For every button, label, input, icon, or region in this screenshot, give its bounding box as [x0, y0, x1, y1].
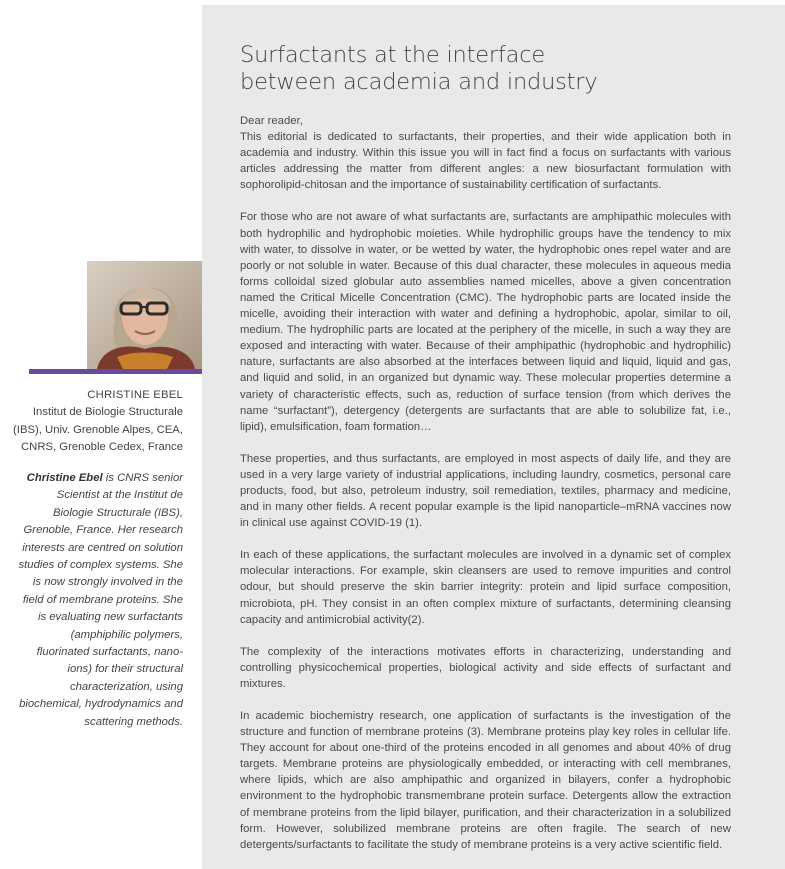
accent-bar — [29, 369, 202, 374]
editorial-body — [240, 113, 731, 869]
paragraph-membrane-proteins: In academic biochemistry research, one application of surfactants is the investigation of the structure and function of membrane proteins (3). Membrane proteins play key roles in cellular life. They account for about one-third of the proteins encoded in all genomes and about 40% of drug targets. Membrane proteins are physiologically embedded, or interacting with cell membranes, where lipids, which are also amphipathic and organized in bilayers, confer a hydrophobic environment to the hydrophobic transmembrane protein surface. Detergents allow the extraction of membrane proteins from the lipid bilayer, purification, and their characterization in a solubilized form. However, solubilized membrane proteins are often fragile. The search of new detergents/surfactants to facilitate the study of membrane proteins is a very active scientific field. — [240, 710, 731, 851]
author-photo — [87, 261, 202, 369]
paragraph-intro: This editorial is dedicated to surfactants, their properties, and their wide application both in academia and industry. Within this issue you will in fact find a focus on surfactants with various articles addressing the matter from different angles: a new biosurfactant formulation with sophorolipid-chitosan and the importance of sustainability certification of surfactants. — [240, 131, 731, 192]
title-line-1: Surfactants at the interface — [240, 42, 546, 68]
title-line-2: between academia and industry — [240, 69, 598, 95]
author-name: CHRISTINE EBEL — [87, 389, 183, 401]
paragraph-interactions: In each of these applications, the surfactant molecules are involved in a dynamic set of complex molecular interactions. For example, skin cleansers are used to remove impurities and control odour, but should preserve the skin barrier integrity: protein and lipid surface composition, microbiota, pH. They consist in an often complex mixture of surfactants, determining cleansing capacity and antimicrobial activity(2). — [240, 549, 731, 626]
affiliation-line-2: (IBS), Univ. Grenoble Alpes, CEA, — [13, 423, 183, 436]
greeting: Dear reader, — [240, 115, 303, 127]
bio-author-name: Christine Ebel — [26, 472, 103, 484]
author-portrait-image — [87, 261, 202, 369]
paragraph-complexity: The complexity of the interactions motivates efforts in characterizing, understanding and controlling physicochemical properties, biological activity and side effects of surfactant and mixtures. — [240, 645, 731, 690]
paragraph-applications: These properties, and thus surfactants, are employed in most aspects of daily life, and they are used in a very large variety of industrial applications, including laundry, cosmetics, personal care products, food, but also, petroleum industry, soil remediation, textiles, pharmacy and medicine, and in many other fields. A recent popular example is the lipid nanoparticle–mRNA vaccines now in clinical use against COVID-19 (1). — [240, 452, 731, 530]
author-bio — [18, 470, 183, 731]
bio-text: is CNRS senior Scientist at the Institut de Biologie Structurale (IBS), Grenoble, France. Her research interests are centred on solution studies of complex systems. She is now strongly involved in the field of membrane proteins. She is evaluating new surfactants (amphiphilic polymers, fluorinated surfactants, nano-ions) for their structural characterization, using biochemical, hydrodynamics and scattering methods. — [18, 472, 183, 728]
page-title — [240, 42, 760, 96]
paragraph-definition: For those who are not aware of what surfactants are, surfactants are amphipathic molecules with both hydrophilic and hydrophobic moieties. While hydrophilic groups have the tendency to mix with water, to dissolve in water, or be wetted by water, the hydrophobic ones repel water and are poorly or not soluble in water. Because of this dual character, these molecules in aqueous media forms colloidal sized globular auto assemblies named micelles, above a given concentration named the Critical Micelle Concentration (CMC). The hydrophobic parts are located inside the micelle, avoiding their interaction with water and defining a hydrophobic, apolar, similar to oil, medium. The hydrophilic parts are located at the periphery of the micelle, in such a way they are exposed and interacting with water. Because of their amphipathic (hydrophobic and hydrophilic) nature, surfactants are also absorbed at the interfaces between liquid and liquid, liquid and gas, and liquid and solid, in an organized but dynamic way. These molecular properties determine a variety of characteristic effects, such as, reduction of surface tension (from which derives the name “surfactant”), detergency (detergents are surfactants that are able to solubilize fat, i.e., lipid), emulsification, foam formation… — [240, 211, 731, 433]
affiliation-line-3: CNRS, Grenoble Cedex, France — [21, 440, 183, 453]
author-info — [10, 387, 183, 456]
affiliation-line-1: Institut de Biologie Structurale — [32, 406, 183, 419]
